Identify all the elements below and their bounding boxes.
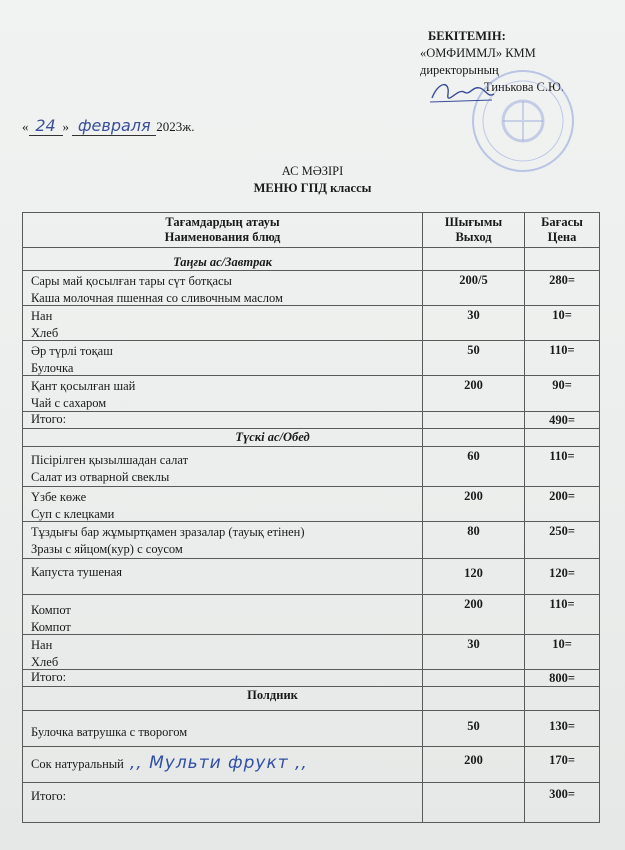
section-title: Полдник [23, 687, 423, 711]
item-price: 120= [549, 566, 575, 580]
total-row [23, 783, 600, 823]
item-price: 280= [549, 273, 575, 287]
table-header [23, 213, 600, 248]
item-name-ru: Булочка [31, 361, 74, 375]
section-row [23, 248, 600, 271]
menu-title-ru: МЕНЮ ГПД классы [253, 181, 372, 195]
item-name-ru: Салат из отварной свеклы [31, 470, 170, 484]
item-name-kz: Компот [31, 603, 71, 617]
item-name-kz: Капуста тушеная [31, 565, 123, 579]
table-row [23, 595, 600, 635]
item-name-ru: Каша молочная пшенная со сливочным маслом [31, 291, 283, 305]
item-name-ru: Хлеб [31, 655, 59, 669]
item-name-ru: Компот [31, 620, 71, 634]
menu-title-kz: АС МӘЗІРІ [281, 164, 344, 178]
item-output: 80 [467, 524, 480, 538]
section-row [23, 687, 600, 711]
document-date: « 24 » февраля 2023ж. [22, 116, 195, 135]
item-output: 200/5 [459, 273, 488, 287]
approval-org: «ОМФИММЛ» КММ [420, 46, 536, 60]
date-month: февраля [77, 116, 151, 135]
item-price: 110= [549, 597, 575, 611]
item-output: 200 [464, 753, 483, 767]
total-value: 490= [549, 413, 575, 427]
total-row [23, 670, 600, 687]
total-label: Итого: [23, 670, 423, 687]
handwritten-note: ,, Мульти фрукт ,, [129, 753, 308, 773]
approval-heading: БЕКІТЕМІН: [428, 29, 506, 43]
item-name-ru: Чай с сахаром [31, 396, 107, 410]
item-price: 90= [552, 378, 572, 392]
item-name-kz: Нан [31, 309, 53, 323]
item-name-kz: Пісірілген қызылшадан салат [31, 453, 189, 467]
total-label: Итого: [23, 783, 423, 823]
item-name-kz: Үзбе көже [31, 490, 87, 504]
item-output: 30 [467, 308, 480, 322]
item-name-kz: Әр түрлі тоқаш [31, 344, 113, 358]
item-price: 250= [549, 524, 575, 538]
item-output: 200 [464, 378, 483, 392]
item-output: 60 [467, 449, 480, 463]
table-row [23, 747, 600, 783]
table-row [23, 306, 600, 341]
item-price: 10= [552, 308, 572, 322]
date-year: 2023ж. [156, 119, 195, 134]
table-row [23, 559, 600, 595]
total-label: Итого: [23, 412, 423, 429]
table-row [23, 635, 600, 670]
item-price: 110= [549, 343, 575, 357]
table-row [23, 487, 600, 522]
header-name: Тағамдардың атауы Наименования блюд [23, 213, 423, 248]
approval-position: директорының [420, 63, 499, 77]
item-name-kz: Сары май қосылған тары сүт ботқасы [31, 274, 232, 288]
header-output: Шығымы Выход [423, 213, 525, 248]
section-title: Түскі ас/Обед [23, 429, 423, 447]
table-row [23, 711, 600, 747]
item-output: 200 [464, 489, 483, 503]
signature-scribble [428, 76, 498, 108]
item-price: 130= [549, 719, 575, 733]
table-row [23, 376, 600, 412]
approval-name: Тинькова С.Ю. [484, 80, 564, 94]
total-value: 800= [549, 671, 575, 685]
item-output: 50 [467, 719, 480, 733]
table-row [23, 522, 600, 559]
total-value: 300= [549, 787, 575, 801]
table-row [23, 341, 600, 376]
menu-table [22, 212, 600, 823]
section-title: Таңғы ас/Завтрак [23, 248, 423, 271]
item-name-ru: Хлеб [31, 326, 59, 340]
total-row [23, 412, 600, 429]
date-day: 24 [35, 116, 56, 135]
item-price: 200= [549, 489, 575, 503]
item-output: 200 [464, 597, 483, 611]
table-row [23, 447, 600, 487]
item-name-kz: Қант қосылған шай [31, 379, 136, 393]
item-price: 170= [549, 753, 575, 767]
item-output: 50 [467, 343, 480, 357]
table-row [23, 271, 600, 306]
item-output: 30 [467, 637, 480, 651]
item-name-kz: Нан [31, 638, 53, 652]
item-name-kz: Тұздығы бар жұмыртқамен зразалар (тауық етінен) [31, 525, 305, 539]
item-name-ru: Зразы с яйцом(кур) с соусом [31, 542, 183, 556]
item-name-kz: Булочка ватрушка с творогом [31, 725, 188, 739]
item-price: 110= [549, 449, 575, 463]
item-price: 10= [552, 637, 572, 651]
section-row [23, 429, 600, 447]
item-name-kz: Сок натуральный [31, 757, 124, 771]
item-name-ru: Суп с клецками [31, 507, 115, 521]
header-price: Бағасы Цена [525, 213, 600, 248]
item-output: 120 [464, 566, 483, 580]
